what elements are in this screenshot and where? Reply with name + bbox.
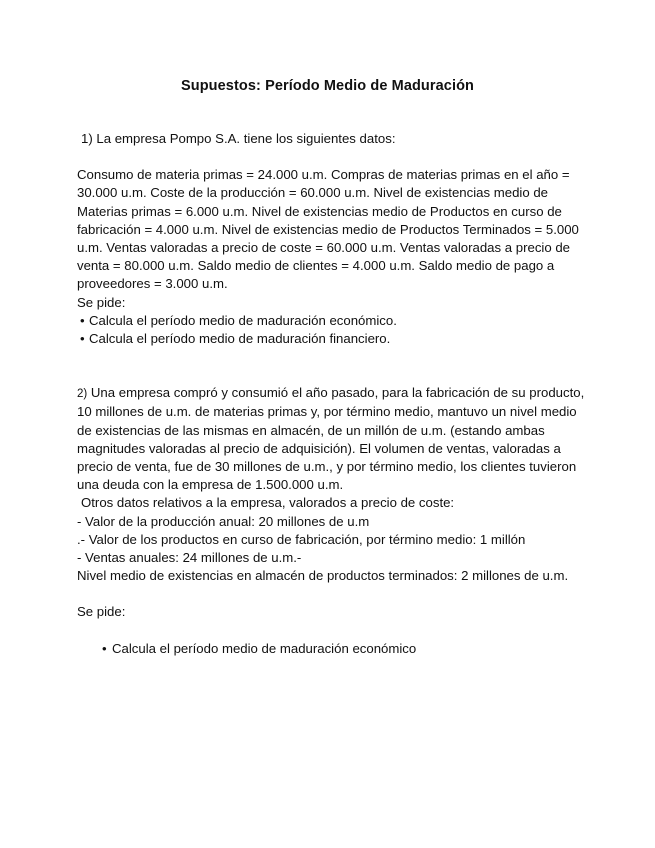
exercise-2-line-4: Nivel medio de existencias en almacén de productos terminados: 2 millones de u.m. — [77, 568, 569, 584]
exercise-2-intro — [77, 384, 585, 494]
exercise-1-task-2 — [77, 330, 585, 348]
exercise-2-line-2: .- Valor de los productos en curso de fabricación, por término medio: 1 millón — [77, 531, 526, 547]
bullet-icon: • — [80, 312, 85, 328]
exercise-2-other-data: Otros datos relativos a la empresa, valorados a precio de coste: — [81, 495, 455, 511]
document-title: Supuestos: Período Medio de Maduración — [180, 78, 475, 94]
exercise-1-data-paragraph: Consumo de materia primas = 24.000 u.m. Compras de materias primas en el año = 30.000 u.m. Coste de la producción = 60.000 u.m. Nivel de existencias medio de Materias primas = 6.000 u.m. Nivel de existencias medio de Productos en curso de fabricación = 4.000 u.m. Nivel de existencias medio de Productos Terminados = 5.000 u.m. Ventas valoradas a precio de coste = 60.000 u.m. Ventas valoradas a precio de venta = 80.000 u.m. Saldo medio de clientes = 4.000 u.m. Saldo medio de pago a proveedores = 3.000 u.m. — [77, 167, 579, 292]
exercise-2-line-1: - Valor de la producción anual: 20 millones de u.m — [77, 513, 370, 529]
exercise-1-task-2-text: Calcula el período medio de maduración financiero. — [89, 331, 391, 347]
exercise-1-task-1 — [77, 312, 585, 330]
exercise-2-intro-text: Una empresa compró y consumió el año pasado, para la fabricación de su producto, 10 millones de u.m. de materias primas y, por término medio, mantuvo un nivel medio de existencias de las mismas en almacén, de un millón de u.m. (estando ambas magnitudes valoradas al precio de adquisición). El volumen de ventas, valoradas a precio de venta, fue de 30 millones de u.m., y por término medio, los clientes tuvieron una deuda con la empresa de 1.500.000 u.m. — [77, 385, 585, 493]
bullet-icon: • — [102, 640, 107, 656]
exercise-2-se-pide: Se pide: — [77, 604, 126, 620]
exercise-2-task-1 — [77, 640, 585, 658]
exercise-2-task-1-text: Calcula el período medio de maduración económico — [112, 640, 417, 656]
exercise-1-heading: 1) La empresa Pompo S.A. tiene los siguientes datos: — [81, 131, 396, 146]
exercise-1-se-pide: Se pide: — [77, 294, 126, 310]
bullet-icon: • — [80, 331, 85, 347]
exercise-2-line-3: - Ventas anuales: 24 millones de u.m.- — [77, 550, 302, 566]
document-body — [77, 130, 585, 658]
exercise-1-task-1-text: Calcula el período medio de maduración económico. — [89, 312, 397, 328]
exercise-2-number: 2) — [77, 388, 88, 401]
